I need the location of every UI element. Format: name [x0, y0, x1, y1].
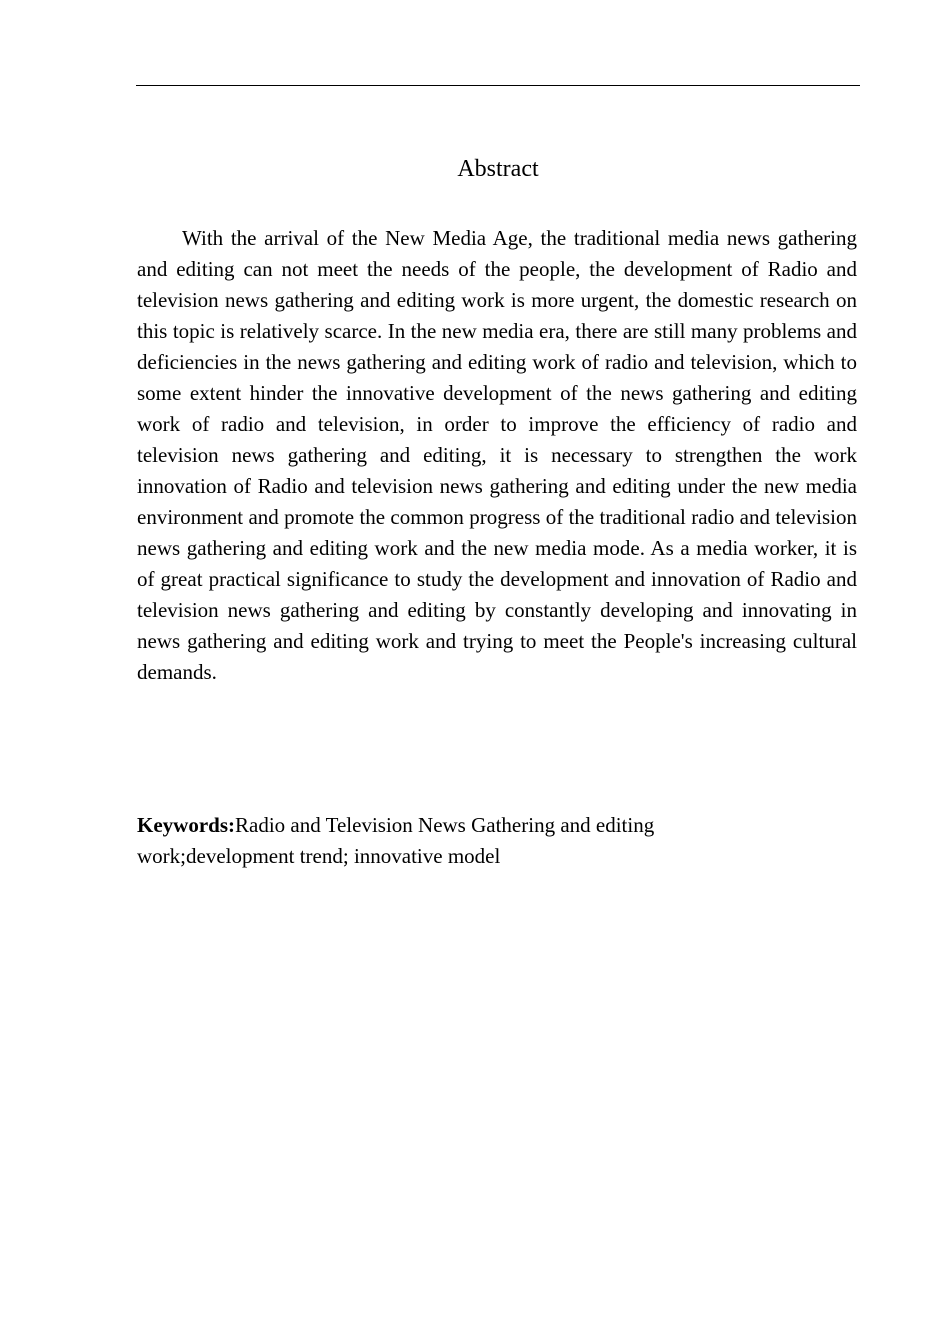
keywords-text: Radio and Television News Gathering and editing work;development trend; innovative model	[137, 813, 655, 868]
keywords-line	[137, 810, 737, 872]
keywords-label: Keywords:	[137, 813, 235, 837]
header-rule	[136, 85, 860, 86]
abstract-body: With the arrival of the New Media Age, the traditional media news gathering and editing can not meet the needs of the people, the development of Radio and television news gathering and editing work is more urgent, the domestic research on this topic is relatively scarce. In the new media era, there are still many problems and deficiencies in the news gathering and editing work of radio and television, which to some extent hinder the innovative development of the news gathering and editing work of radio and television, in order to improve the efficiency of radio and television news gathering and editing, it is necessary to strengthen the work innovation of Radio and television news gathering and editing under the new media environment and promote the common progress of the traditional radio and television news gathering and editing work and the new media mode. As a media worker, it is of great practical significance to study the development and innovation of Radio and television news gathering and editing by constantly developing and innovating in news gathering and editing work and trying to meet the People's increasing cultural demands.	[137, 226, 857, 684]
page-title: Abstract	[457, 156, 539, 182]
